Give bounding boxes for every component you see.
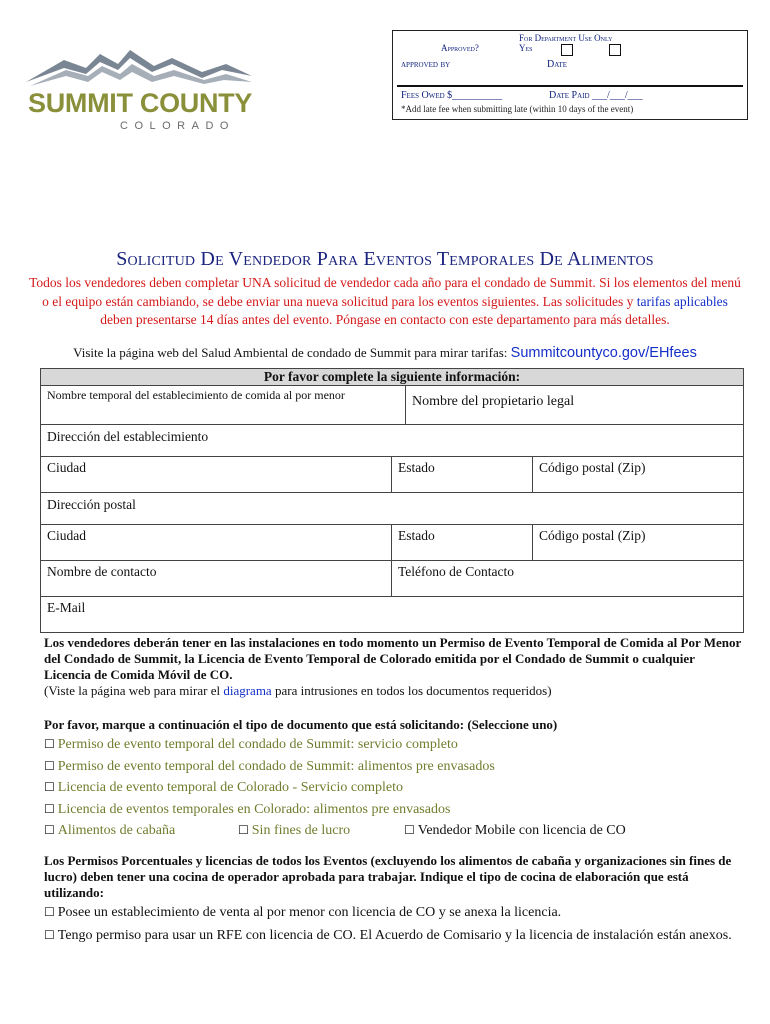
intro-paragraph: [26, 274, 744, 330]
information-form: [40, 368, 744, 633]
kitchen-prompt: Los Permisos Porcentuales y licencias de todos los Eventos (excluyendo los alimentos de cabaña y organizaciones sin fines de lucro) deben tener una cocina de operador aprobada para trabajar. Indique el tipo de cocina de elaboración que está utilizando:: [44, 853, 732, 900]
empty-checkbox-icon: ☐: [44, 801, 55, 816]
approved-label: Approved?: [441, 43, 479, 53]
option-cottage-food[interactable]: [44, 820, 175, 842]
option-summit-prepackaged[interactable]: [44, 756, 744, 778]
form-row: [40, 597, 744, 633]
option-label: Permiso de evento temporal del condado de Summit: alimentos pre envasados: [57, 758, 495, 774]
address-field[interactable]: Dirección del establecimiento: [47, 429, 209, 444]
kitchen-option-licensed[interactable]: [44, 902, 744, 924]
option-summit-full-service[interactable]: [44, 734, 744, 756]
date-paid-field[interactable]: Date Paid ___/___/___: [549, 90, 643, 101]
form-row: [40, 457, 744, 493]
city-field[interactable]: Ciudad: [47, 460, 86, 475]
logo-subtitle: COLORADO: [120, 120, 235, 132]
permit-notice-text: Los vendedores deberán tener en las instalaciones en todo momento un Permiso de Evento Temporal de Comida al Por Menor del Condado de Summit, la Licencia de Evento Temporal de Colorado emitida por el Condado de Summit o cualquier Licencia de Comida Móvil de CO.: [44, 635, 742, 682]
option-mobile-vendor[interactable]: [404, 820, 626, 842]
department-use-box: [392, 30, 748, 120]
option-label: Vendedor Mobile con licencia de CO: [417, 823, 626, 838]
state-field[interactable]: Estado: [391, 457, 532, 492]
option-colorado-full-service[interactable]: [44, 777, 744, 799]
kitchen-option-rfe[interactable]: [44, 925, 744, 947]
fees-url-link[interactable]: Summitcountyco.gov/EHfees: [510, 345, 697, 361]
kitchen-section: [44, 853, 744, 946]
mailing-address-field[interactable]: Dirección postal: [47, 497, 136, 512]
city-field[interactable]: Ciudad: [47, 528, 86, 543]
document-type-section: [44, 717, 744, 841]
document-type-options: [44, 734, 744, 841]
option-label: Alimentos de cabaña: [57, 823, 176, 838]
empty-checkbox-icon: ☐: [44, 780, 55, 794]
email-field[interactable]: E-Mail: [47, 600, 86, 615]
logo-name: SUMMIT COUNTY: [28, 88, 253, 118]
diagram-note-text-2: para intrusiones en todos los documentos requeridos): [271, 683, 552, 698]
state-field[interactable]: Estado: [391, 525, 532, 560]
page-title: Solicitud De Vendedor Para Eventos Temporales De Alimentos: [116, 248, 654, 270]
form-row: [40, 493, 744, 525]
intro-text-2: deben presentarse 14 días antes del evento. Póngase en contacto con este departamento para más detalles.: [100, 312, 670, 327]
option-label: Licencia de eventos temporales en Colorado: alimentos pre envasados: [57, 801, 451, 817]
mountain-icon: [26, 46, 254, 90]
form-header: Por favor complete la siguiente información:: [40, 368, 744, 386]
diagram-note: [44, 683, 744, 699]
empty-checkbox-icon: ☐: [44, 758, 55, 773]
summit-county-logo: [22, 40, 258, 136]
option-label: Tengo permiso para usar un RFE con licencia de CO. El Acuerdo de Comisario y la licencia de instalación están anexos.: [57, 927, 732, 943]
option-label: Sin fines de lucro: [251, 823, 351, 838]
temp-name-field[interactable]: Nombre temporal del establecimiento de comida al por menor: [47, 388, 345, 402]
approved-by-label: approved by: [401, 59, 451, 70]
diagram-note-text-1: (Viste la página web para mirar el: [44, 683, 224, 698]
option-label: Licencia de evento temporal de Colorado - Servicio completo: [57, 780, 403, 795]
option-nonprofit[interactable]: [238, 820, 350, 842]
contact-name-field[interactable]: Nombre de contacto: [47, 564, 157, 579]
option-colorado-prepackaged[interactable]: [44, 799, 744, 821]
form-row: [40, 561, 744, 597]
empty-checkbox-icon: ☐: [44, 823, 55, 837]
fees-link[interactable]: tarifas aplicables: [636, 293, 728, 309]
approved-yes-checkbox[interactable]: [561, 44, 573, 56]
intro-text-1: Todos los vendedores deben completar UNA solicitud de vendedor cada año para el condado de Summit. Si los elementos del menú o el equipo están cambiando, se debe enviar una nueva solicitud para los eventos siguientes. Las solicitudes y: [29, 275, 741, 309]
yes-label: Yes: [519, 43, 533, 53]
option-label: Posee un establecimiento de venta al por menor con licencia de CO y se anexa la licencia.: [57, 905, 562, 920]
contact-phone-field[interactable]: Teléfono de Contacto: [391, 561, 743, 596]
form-row: [40, 425, 744, 457]
zip-field[interactable]: Código postal (Zip): [532, 525, 743, 560]
empty-checkbox-icon: ☐: [44, 737, 55, 751]
late-fee-note: *Add late fee when submitting late (within 10 days of the event): [401, 104, 634, 114]
zip-field[interactable]: Código postal (Zip): [532, 457, 743, 492]
date-label: Date: [547, 59, 568, 70]
option-row: [44, 820, 744, 841]
fees-owed-field[interactable]: Fees Owed $__________: [401, 90, 503, 101]
empty-checkbox-icon: ☐: [44, 905, 55, 919]
empty-checkbox-icon: ☐: [404, 823, 415, 837]
divider: [397, 85, 743, 87]
approved-no-checkbox[interactable]: [609, 44, 621, 56]
owner-name-field[interactable]: Nombre del propietario legal: [405, 386, 743, 424]
permit-notice: [44, 635, 744, 699]
department-use-heading: For Department Use Only: [519, 33, 613, 43]
option-label: Permiso de evento temporal del condado de Summit: servicio completo: [57, 737, 458, 752]
diagram-link[interactable]: diagrama: [223, 683, 272, 698]
visit-text: Visite la página web del Salud Ambiental de condado de Summit para mirar tarifas:: [73, 345, 511, 360]
empty-checkbox-icon: ☐: [44, 927, 55, 942]
empty-checkbox-icon: ☐: [238, 823, 249, 837]
visit-line: [0, 345, 770, 361]
document-type-prompt: Por favor, marque a continuación el tipo de documento que está solicitando: (Seleccione uno): [44, 717, 558, 732]
form-row: [40, 386, 744, 425]
form-row: [40, 525, 744, 561]
